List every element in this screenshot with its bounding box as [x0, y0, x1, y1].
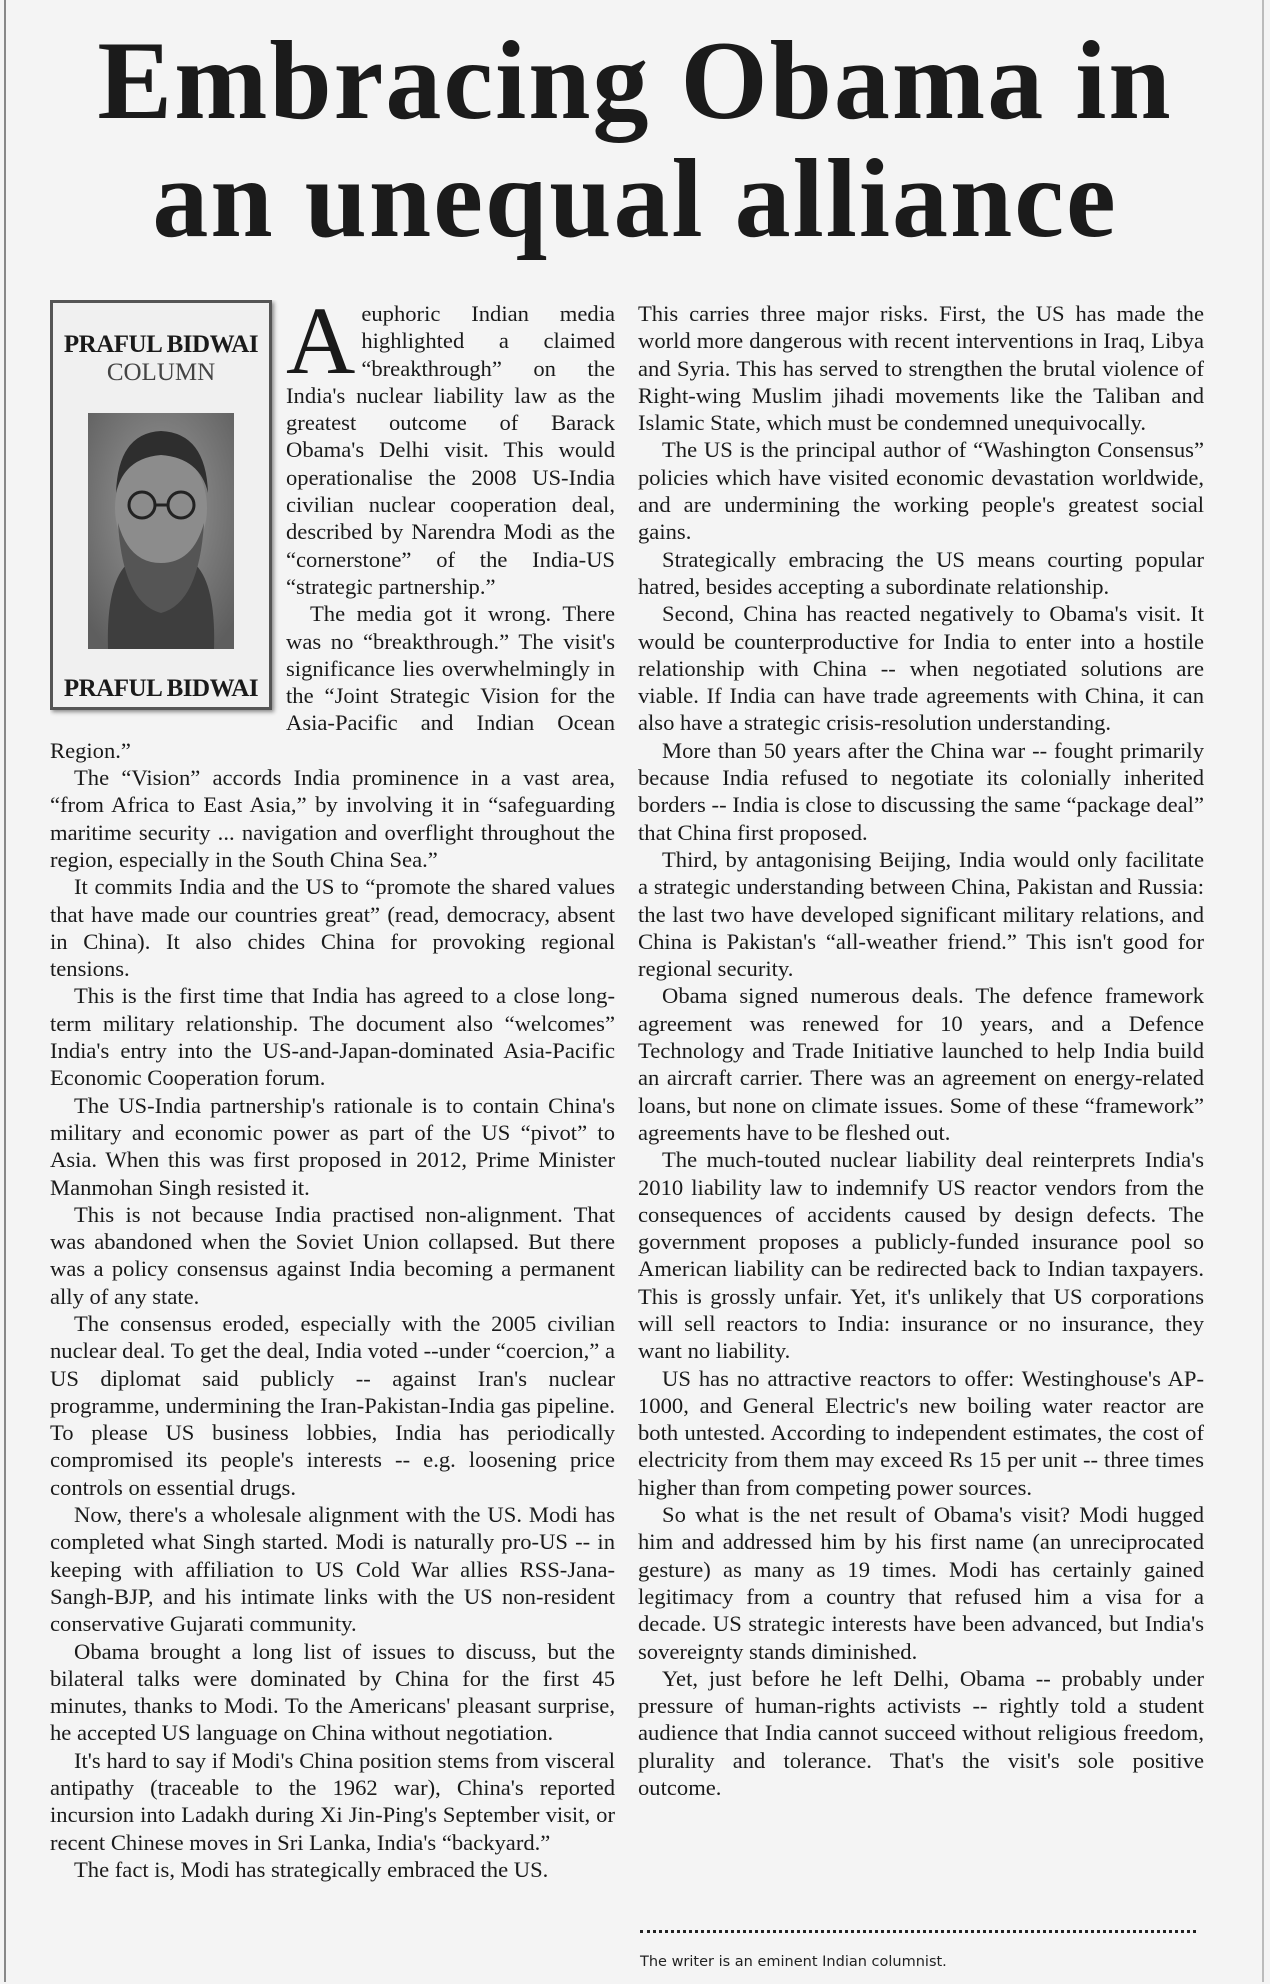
paragraph: Strategically embracing the US means courting popular hatred, besides accepting a subordinate relationship. — [638, 546, 1204, 599]
paragraph: The “Vision” accords India prominence in a vast area, “from Africa to East Asia,” by involving it in “safeguarding maritime security ... navigation and overflight throughout the region, especially in the South China Sea.” — [50, 765, 615, 872]
columnist-box — [50, 300, 272, 710]
author-note: The writer is an eminent Indian columnist. — [640, 1954, 947, 1970]
columnist-name-top: PRAFUL BIDWAI — [63, 331, 259, 358]
paragraph: The US-India partnership's rationale is to contain China's military and economic power as part of the US “pivot” to Asia. When this was first proposed in 2012, Prime Minister Manmohan Singh resisted it. — [50, 1092, 615, 1200]
dotted-divider — [640, 1930, 1196, 1933]
paragraph: More than 50 years after the China war -- fought primarily because India refused to negotiate its colonially inherited borders -- India is close to discussing the same “package deal” that China first proposed. — [638, 737, 1204, 845]
article-column-left — [50, 300, 615, 1984]
paragraph: The consensus eroded, especially with the 2005 civilian nuclear deal. To get the deal, India voted --under “coercion,” a US diplomat said publicly -- against Iran's nuclear programme, undermining the Iran-Pakistan-India gas pipeline. To please US business lobbies, India has periodically compromised its people's interests -- e.g. loosening price controls on essential drugs. — [50, 1310, 615, 1500]
paragraph: This is not because India practised non-alignment. That was abandoned when the Soviet Union collapsed. But there was a policy consensus against India becoming a permanent ally of any state. — [50, 1201, 615, 1309]
paragraph: So what is the net result of Obama's visit? Modi hugged him and addressed him by his first name (an unreciprocated gesture) as many as 19 times. Modi has certainly gained legitimacy from a country that refused him a visa for a decade. US strategic interests have been advanced, but India's sovereignty stands diminished. — [638, 1502, 1204, 1664]
headline — [0, 19, 1270, 261]
paragraph: The fact is, Modi has strategically embraced the US. — [74, 1856, 549, 1882]
drop-cap: A — [286, 300, 356, 394]
article-column-right — [638, 300, 1204, 1925]
headline-line-2: an unequal alliance — [152, 137, 1118, 261]
paragraph: Now, there's a wholesale alignment with the US. Modi has completed what Singh started. Modi is naturally pro-US -- in keeping with affiliation to US Cold War allies RSS-Jana-Sangh-BJP, and his intimate links with the US non-resident conservative Gujarati community. — [50, 1502, 615, 1637]
paragraph: The US is the principal author of “Washington Consensus” policies which have visited economic devastation worldwide, and are undermining the working people's greatest social gains. — [638, 437, 1204, 545]
paragraph: The much-touted nuclear liability deal reinterprets India's 2010 liability law to indemnify US reactor vendors from the consequences of accidents caused by design defects. The government proposes a publicly-funded insurance pool so American liability can be redirected back to Indian taxpayers. This is grossly unfair. Yet, it's unlikely that US corporations will sell reactors to India: insurance or no insurance, they want no liability. — [638, 1147, 1204, 1364]
paragraph-text: euphoric Indian media highlighted a claimed “breakthrough” on the India's nuclear liability law as the greatest outcome of Barack Obama's Delhi visit. This would operationalise the 2008 US-India civilian nuclear cooperation deal, described by Narendra Modi as the “cornerstone” of the India-US “strategic partnership.” — [286, 301, 615, 599]
paragraph: US has no attractive reactors to offer: Westinghouse's AP-1000, and General Electric's new boiling water reactor are both untested. According to independent estimates, the cost of electricity from them may exceed Rs 15 per unit -- three times higher than from competing power sources. — [638, 1365, 1204, 1500]
paragraph: This carries three major risks. First, the US has made the world more dangerous with recent interventions in Iraq, Libya and Syria. This has served to strengthen the brutal violence of Right-wing Muslim jihadi movements like the Taliban and Islamic State, which must be condemned unequivocally. — [638, 301, 1204, 436]
paragraph: The media got it wrong. There was no “breakthrough.” The visit's significance lies overwhelmingly in the “Joint Strategic Vision for the Asia-Pacific and Indian Ocean Region.” — [50, 601, 615, 763]
paragraph: Second, China has reacted negatively to Obama's visit. It would be counterproductive for India to enter into a hostile relationship with China -- when negotiated solutions are viable. If India can have trade agreements with China, it can also have a strategic crisis-resolution understanding. — [638, 601, 1204, 736]
paragraph: It commits India and the US to “promote the shared values that have made our countries great” (read, democracy, absent in China). It also chides China for provoking regional tensions. — [50, 874, 615, 982]
paragraph: This is the first time that India has agreed to a close long-term military relationship. The document also “welcomes” India's entry into the US-and-Japan-dominated Asia-Pacific Economic Cooperation forum. — [50, 983, 615, 1091]
paragraph: Yet, just before he left Delhi, Obama -- probably under pressure of human-rights activists -- rightly told a student audience that India cannot succeed without religious freedom, plurality and tolerance. That's the visit's sole positive outcome. — [638, 1665, 1204, 1801]
paragraph: Obama brought a long list of issues to discuss, but the bilateral talks were dominated by China for the first 45 minutes, thanks to Modi. To the Americans' pleasant surprise, he accepted US language on China without negotiation. — [50, 1638, 615, 1746]
columnist-name-bottom: PRAFUL BIDWAI — [63, 675, 259, 702]
author-photo — [88, 413, 234, 649]
paragraph: Obama signed numerous deals. The defence framework agreement was renewed for 10 years, and a Defence Technology and Trade Initiative launched to help India build an aircraft carrier. There was an agreement on energy-related loans, but none on climate issues. Some of these “framework” agreements have to be fleshed out. — [638, 983, 1204, 1145]
headline-line-1: Embracing Obama in — [97, 19, 1173, 143]
paragraph: It's hard to say if Modi's China position stems from visceral antipathy (traceable to the 1962 war), China's reported incursion into Ladakh during Xi Jin-Ping's September visit, or recent Chinese moves in Sri Lanka, India's “backyard.” — [50, 1747, 615, 1855]
paragraph: Third, by antagonising Beijing, India would only facilitate a strategic understanding between China, Pakistan and Russia: the last two have developed significant military relations, and China is Pakistan's “all-weather friend.” This isn't good for regional security. — [638, 846, 1204, 982]
column-label: COLUMN — [106, 359, 216, 386]
